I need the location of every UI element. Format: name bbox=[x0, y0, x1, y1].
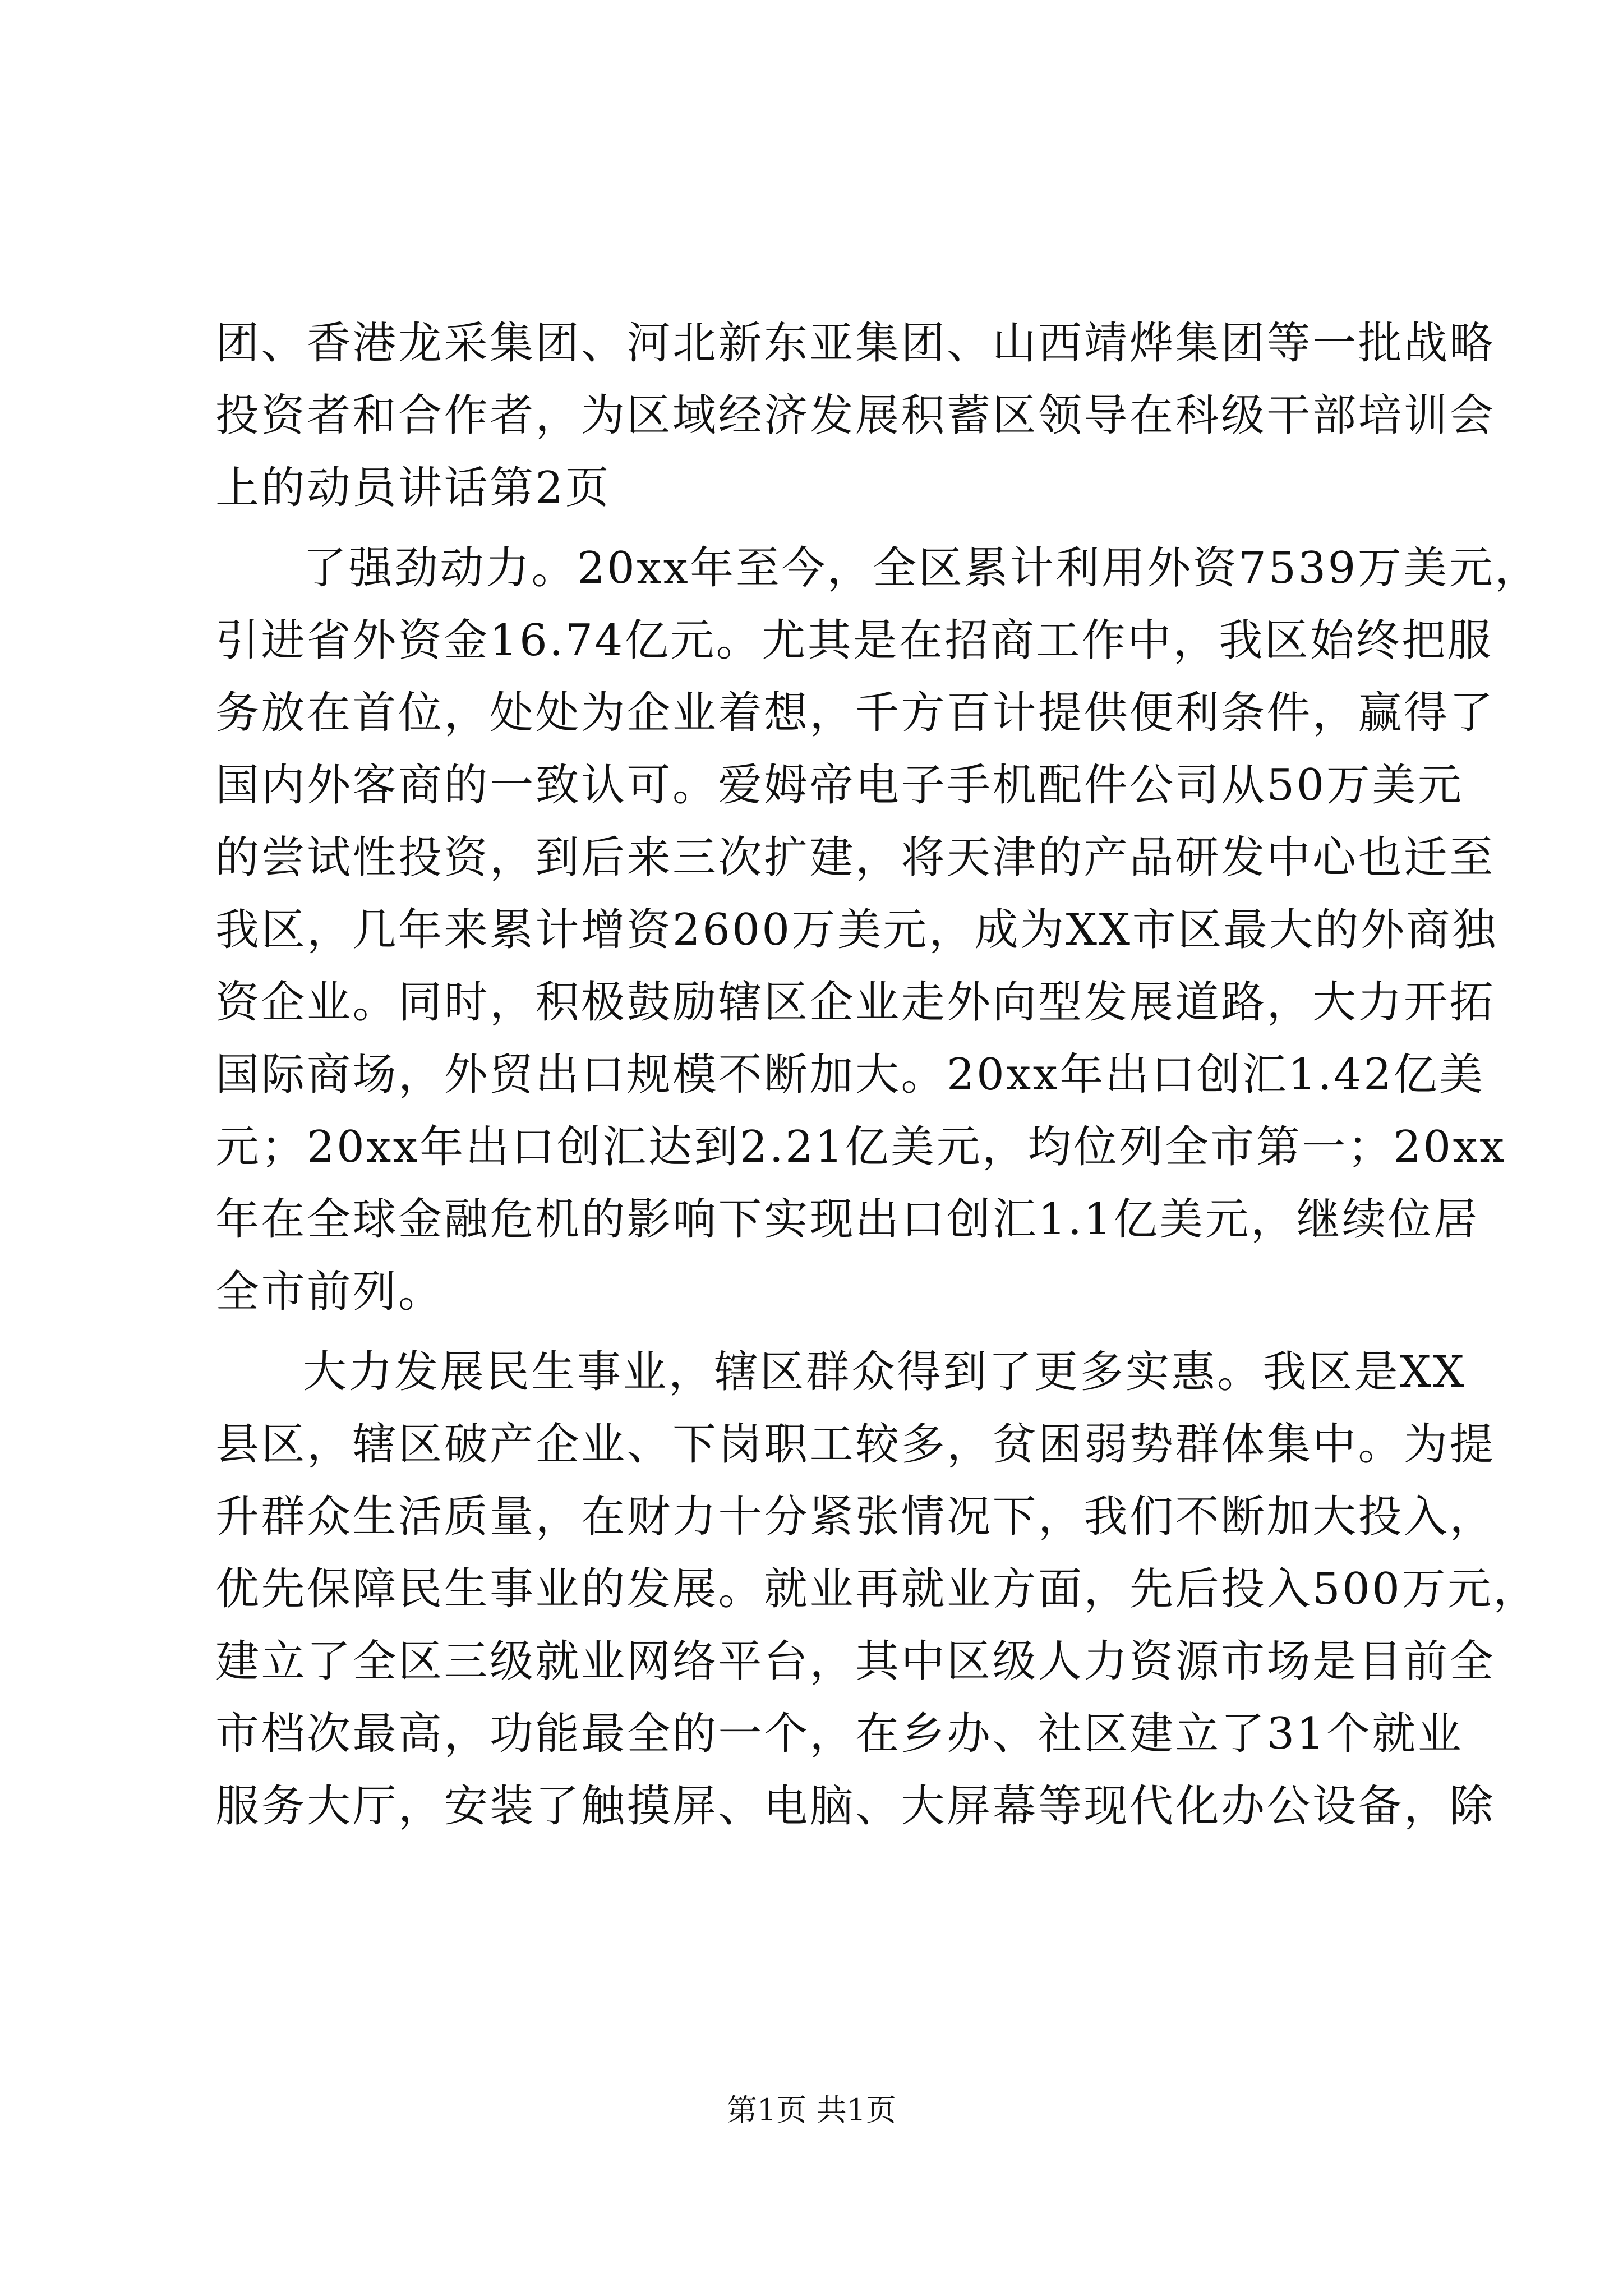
text-line: 的尝试性投资，到后来三次扩建，将天津的产品研发中心也迁至 bbox=[215, 832, 1496, 883]
text-line: 国内外客商的一致认可。爱姆帝电子手机配件公司从50万美元 bbox=[215, 760, 1464, 811]
text-line: 年在全球金融危机的影响下实现出口创汇1.1亿美元，继续位居 bbox=[215, 1194, 1479, 1245]
text-line: 上的动员讲话第2页 bbox=[215, 463, 611, 513]
text-line: 务放在首位，处处为企业着想，千方百计提供便利条件，赢得了 bbox=[215, 688, 1496, 738]
text-line: 资企业。同时，积极鼓励辖区企业走外向型发展道路，大力开拓 bbox=[215, 977, 1496, 1028]
text-line: 县区，辖区破产企业、下岗职工较多，贫困弱势群体集中。为提 bbox=[215, 1419, 1496, 1470]
paragraph-1 bbox=[215, 307, 1496, 524]
text-line: 建立了全区三级就业网络平台，其中区级人力资源市场是目前全 bbox=[215, 1636, 1496, 1687]
text-line: 大力发展民生事业，辖区群众得到了更多实惠。我区是XX bbox=[303, 1347, 1467, 1397]
paragraph-3 bbox=[215, 1336, 1539, 1843]
text-line: 全市前列。 bbox=[215, 1267, 444, 1317]
paragraph-2 bbox=[215, 532, 1541, 1328]
text-line: 团、香港龙采集团、河北新东亚集团、山西靖烨集团等一批战略 bbox=[215, 318, 1496, 369]
text-line: 了强劲动力。20xx年至今，全区累计利用外资7539万美元， bbox=[303, 543, 1541, 593]
text-line: 元；20xx年出口创汇达到2.21亿美元，均位列全市第一；20xx bbox=[215, 1122, 1506, 1172]
document-body bbox=[215, 307, 1541, 1851]
text-line: 服务大厅，安装了触摸屏、电脑、大屏幕等现代化办公设备，除 bbox=[215, 1781, 1496, 1832]
text-line: 我区，几年来累计增资2600万美元，成为XX市区最大的外商独 bbox=[215, 905, 1498, 955]
text-line: 优先保障民生事业的发展。就业再就业方面，先后投入500万元， bbox=[215, 1564, 1539, 1614]
text-line: 引进省外资金16.74亿元。尤其是在招商工作中，我区始终把服 bbox=[215, 615, 1493, 666]
text-line: 市档次最高，功能最全的一个，在乡办、社区建立了31个就业 bbox=[215, 1709, 1464, 1759]
page-footer: 第1页 共1页 bbox=[727, 2092, 896, 2128]
text-line: 投资者和合作者，为区域经济发展积蓄区领导在科级干部培训会 bbox=[215, 390, 1496, 441]
text-line: 升群众生活质量，在财力十分紧张情况下，我们不断加大投入， bbox=[215, 1492, 1496, 1542]
text-line: 国际商场，外贸出口规模不断加大。20xx年出口创汇1.42亿美 bbox=[215, 1050, 1485, 1100]
